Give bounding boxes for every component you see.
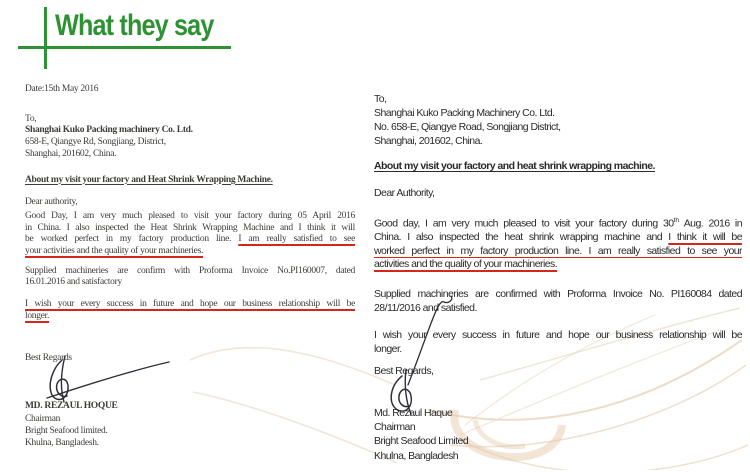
recipient-company: Shanghai Kuko Packing Machinery Co. Ltd.	[374, 107, 555, 119]
body-line	[374, 258, 742, 272]
signer-location: Khulna, Bangladesh.	[25, 438, 99, 449]
red-underlined-text: I think it will be	[668, 231, 742, 244]
body-line	[25, 266, 355, 278]
closing-paragraph	[25, 299, 355, 322]
signer-name: Md. Rezaul Haque	[374, 406, 453, 419]
body-text: Supplied machineries are confirm with Proforma Invoice No.PI160007, dated	[25, 265, 355, 276]
ordinal-superscript: th	[673, 217, 679, 224]
body-line	[25, 234, 355, 246]
signer-block	[374, 406, 742, 463]
body-line	[374, 214, 742, 231]
signer-block	[25, 400, 355, 449]
red-underlined-text: your activities and the quality of your machineries.	[25, 246, 204, 257]
signer-name: MD. REZAUL HOQUE	[25, 401, 118, 412]
header-horizontal-accent-line	[18, 46, 231, 49]
body-line	[374, 328, 742, 342]
red-underlined-text: activities and the quality of your machineries.	[374, 258, 558, 271]
signer-company: Bright Seafood limited.	[25, 425, 108, 436]
body-text: Supplied machineries are confirmed with Proforma Invoice No. PI160084 dated	[374, 287, 742, 300]
red-underlined-text: longer.	[25, 310, 50, 321]
body-text: Good Day, I am very much pleased to visit your factory during 05 April 2016	[25, 210, 355, 221]
signer-title: Chairman	[374, 421, 416, 434]
date-line: Date:15th May 2016	[25, 84, 99, 94]
recipient-block	[374, 92, 742, 148]
signer-company: Bright Seafood Limited	[374, 435, 469, 448]
recipient-address-2: Shanghai, 201602, China.	[25, 148, 117, 159]
body-line	[25, 311, 355, 323]
recipient-address-2: Shanghai, 201602, China.	[374, 135, 483, 147]
to-line: To,	[374, 93, 387, 105]
body-text: longer.	[374, 342, 402, 355]
salutation-line: Dear Authority,	[374, 187, 435, 199]
body-line	[25, 246, 355, 258]
recipient-block	[25, 114, 355, 161]
body-text: China. I also inspected the heat shrink wrapping machine and	[374, 231, 669, 244]
body-paragraph	[374, 214, 742, 272]
body-line	[374, 301, 742, 315]
header-vertical-accent-line	[44, 7, 47, 69]
recipient-company: Shanghai Kuko Packing machinery Co. Ltd.	[25, 125, 193, 136]
letter-scan-right	[374, 92, 742, 463]
section-title: What they say	[55, 9, 214, 42]
body-text: Aug. 2016 in	[678, 217, 742, 230]
body-line	[374, 231, 742, 245]
supplied-paragraph	[25, 266, 355, 289]
body-line	[25, 211, 355, 223]
body-line	[374, 342, 742, 356]
regards-line: Best Regards,	[374, 364, 434, 377]
salutation-line: Dear authority,	[25, 197, 78, 208]
body-line	[374, 245, 742, 259]
body-text: 28/11/2016 and satisfied.	[374, 301, 477, 314]
recipient-address-1: No. 658-E, Qiangye Road, Songjiang District,	[374, 121, 561, 133]
body-text: be worked perfect in my factory production line.	[25, 234, 239, 245]
closing-paragraph	[374, 328, 742, 356]
red-underlined-text: I wish your every success in future and hope our business relationship will be	[25, 299, 355, 310]
body-line	[374, 287, 742, 301]
red-underlined-text: worked perfect in my factory production line. I am really satisfied to see your	[374, 244, 742, 257]
body-text: I wish your every success in future and hope our business relationship will be	[374, 328, 742, 341]
signer-location: Khulna, Bangladesh	[374, 449, 459, 462]
subject-line: About my visit your factory and Heat Shrink Wrapping Machine.	[25, 174, 273, 185]
body-line	[25, 277, 355, 289]
letter-scan-left	[25, 84, 355, 449]
subject-line: About my visit your factory and heat shrink wrapping machine.	[374, 160, 655, 172]
supplied-paragraph	[374, 287, 742, 315]
red-underlined-text: I am really satisfied to see	[238, 234, 355, 245]
body-paragraph	[25, 211, 355, 258]
body-line	[25, 223, 355, 235]
body-text: 16.01.2016 and satisfactory	[25, 277, 122, 288]
recipient-address-1: 658-E, Qiangye Rd, Songjiang, District,	[25, 137, 166, 148]
to-line: To,	[25, 113, 37, 124]
body-line	[25, 299, 355, 311]
body-text: Good day, I am very much pleased to visit your factory during 30	[374, 217, 674, 230]
signer-title: Chairman	[25, 413, 61, 424]
regards-line: Best Regards	[25, 352, 72, 363]
body-text: in China. I also inspected the Heat Shrink Wrapping Machine and I think it will	[25, 222, 355, 233]
